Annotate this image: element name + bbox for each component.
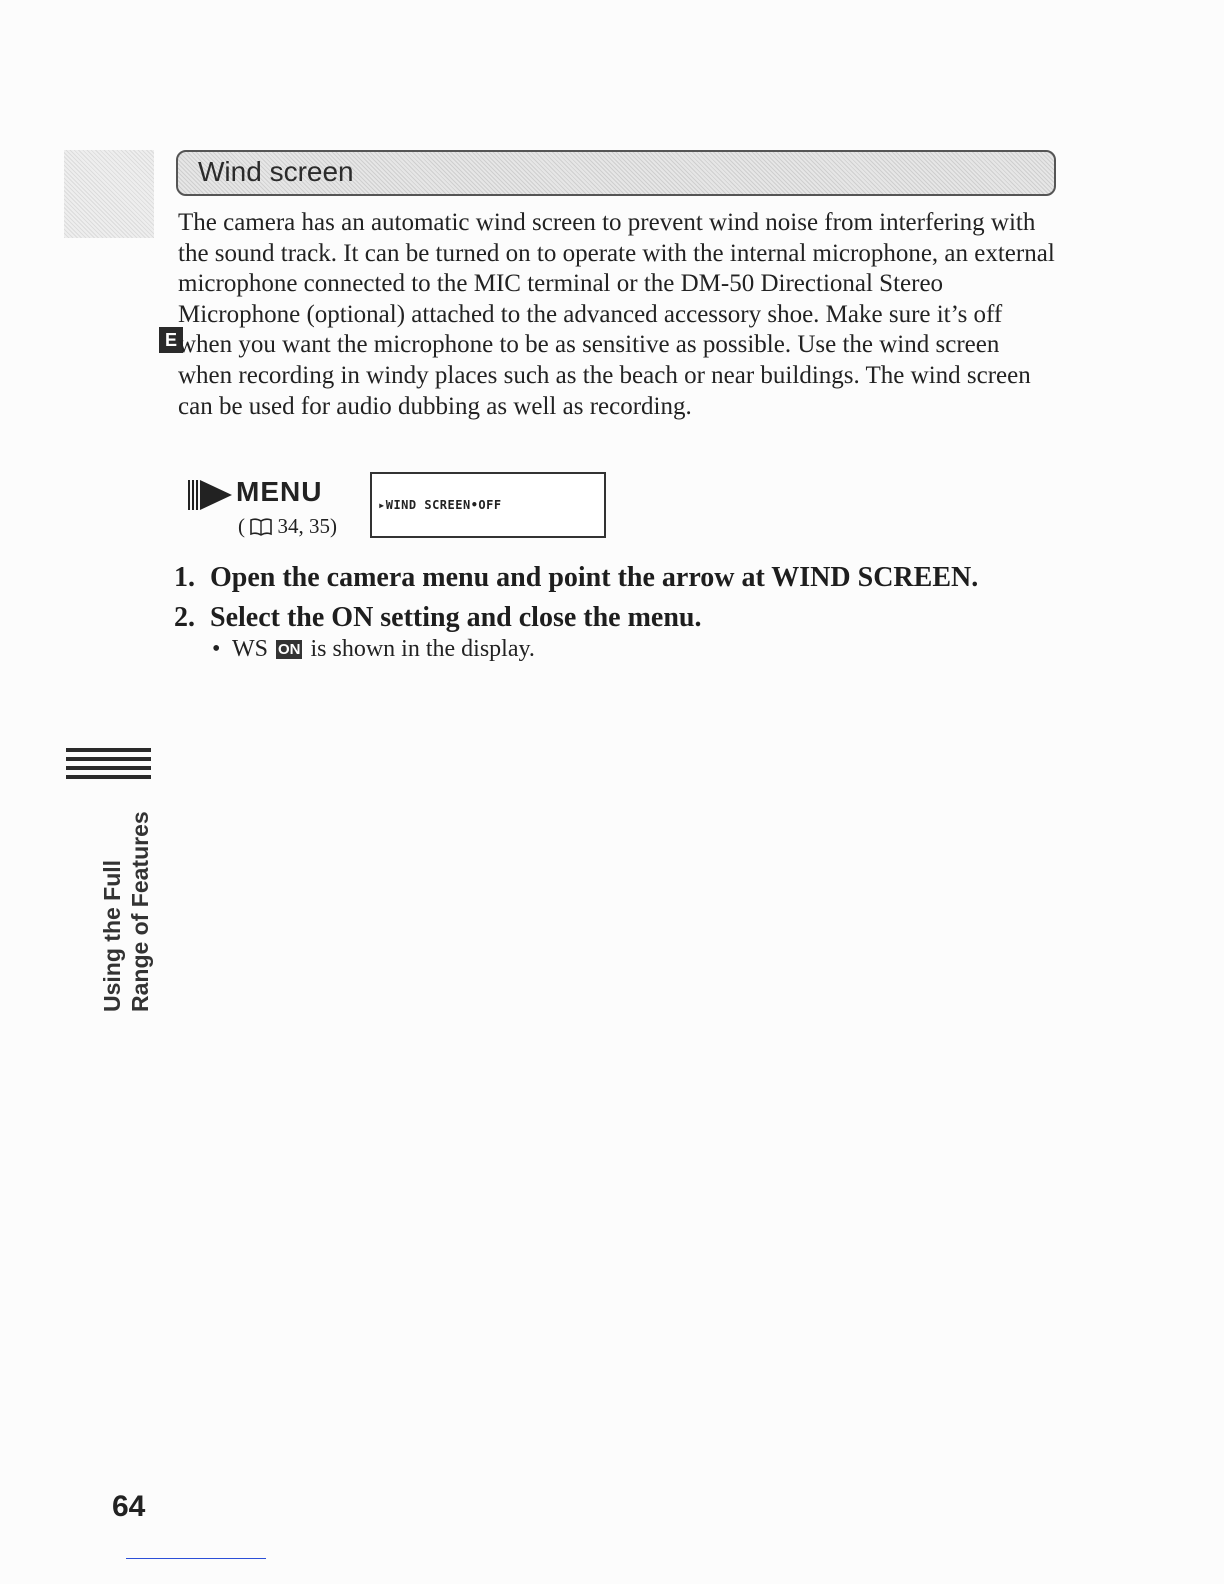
menu-label: MENU (236, 476, 323, 507)
page-number: 64 (112, 1490, 146, 1523)
step-text: Open the camera menu and point the arrow at WIND SCREEN. (210, 562, 979, 593)
chapter-tab-line1: Using the Full (99, 859, 125, 1012)
step-number: 1. (174, 562, 195, 593)
intro-paragraph: The camera has an automatic wind screen to prevent wind noise from interfering with the sound track. It can be turned on to operate with the internal microphone, an external microphone connected to the MIC terminal or the DM-50 Directional Stereo Microphone (optional) attached to the advanced accessory shoe. Make sure it’s off when you want the microphone to be as sensitive as possible. Use the wind screen when recording in windy places such as the beach or near buildings. The wind screen can be used for audio dubbing as well as recording. (178, 209, 1055, 420)
menu-page-ref (238, 514, 337, 539)
book-icon (250, 518, 272, 536)
step-number: 2. (174, 602, 195, 633)
divider-line (66, 766, 151, 770)
divider-line (66, 748, 151, 752)
menu-arrow-icon (186, 472, 236, 518)
menu-ref-open: ( (238, 514, 245, 538)
chapter-tab-line2: Range of Features (127, 811, 153, 1012)
section-title: Wind screen (198, 156, 354, 187)
divider-line (66, 757, 151, 761)
step-1 (174, 562, 978, 594)
on-badge: ON (277, 641, 301, 658)
footer-line (126, 1558, 266, 1559)
bullet-mark: • (212, 636, 221, 662)
menu-ref-pages: 34, 35) (277, 514, 337, 538)
menu-display-text: ▸WIND SCREEN•OFF (378, 498, 502, 512)
menu-display (370, 472, 606, 538)
note-suffix: is shown in the display. (310, 636, 535, 662)
note-prefix: WS (231, 636, 268, 662)
step-2 (174, 602, 702, 634)
chapter-tab (98, 811, 154, 1012)
section-header (176, 150, 1056, 196)
side-tab-lines (66, 748, 151, 784)
divider-line (66, 775, 151, 779)
step-text: Select the ON setting and close the menu. (210, 602, 702, 633)
language-letter: E (164, 330, 177, 350)
language-tab (64, 150, 177, 350)
note-bullet (212, 636, 535, 663)
